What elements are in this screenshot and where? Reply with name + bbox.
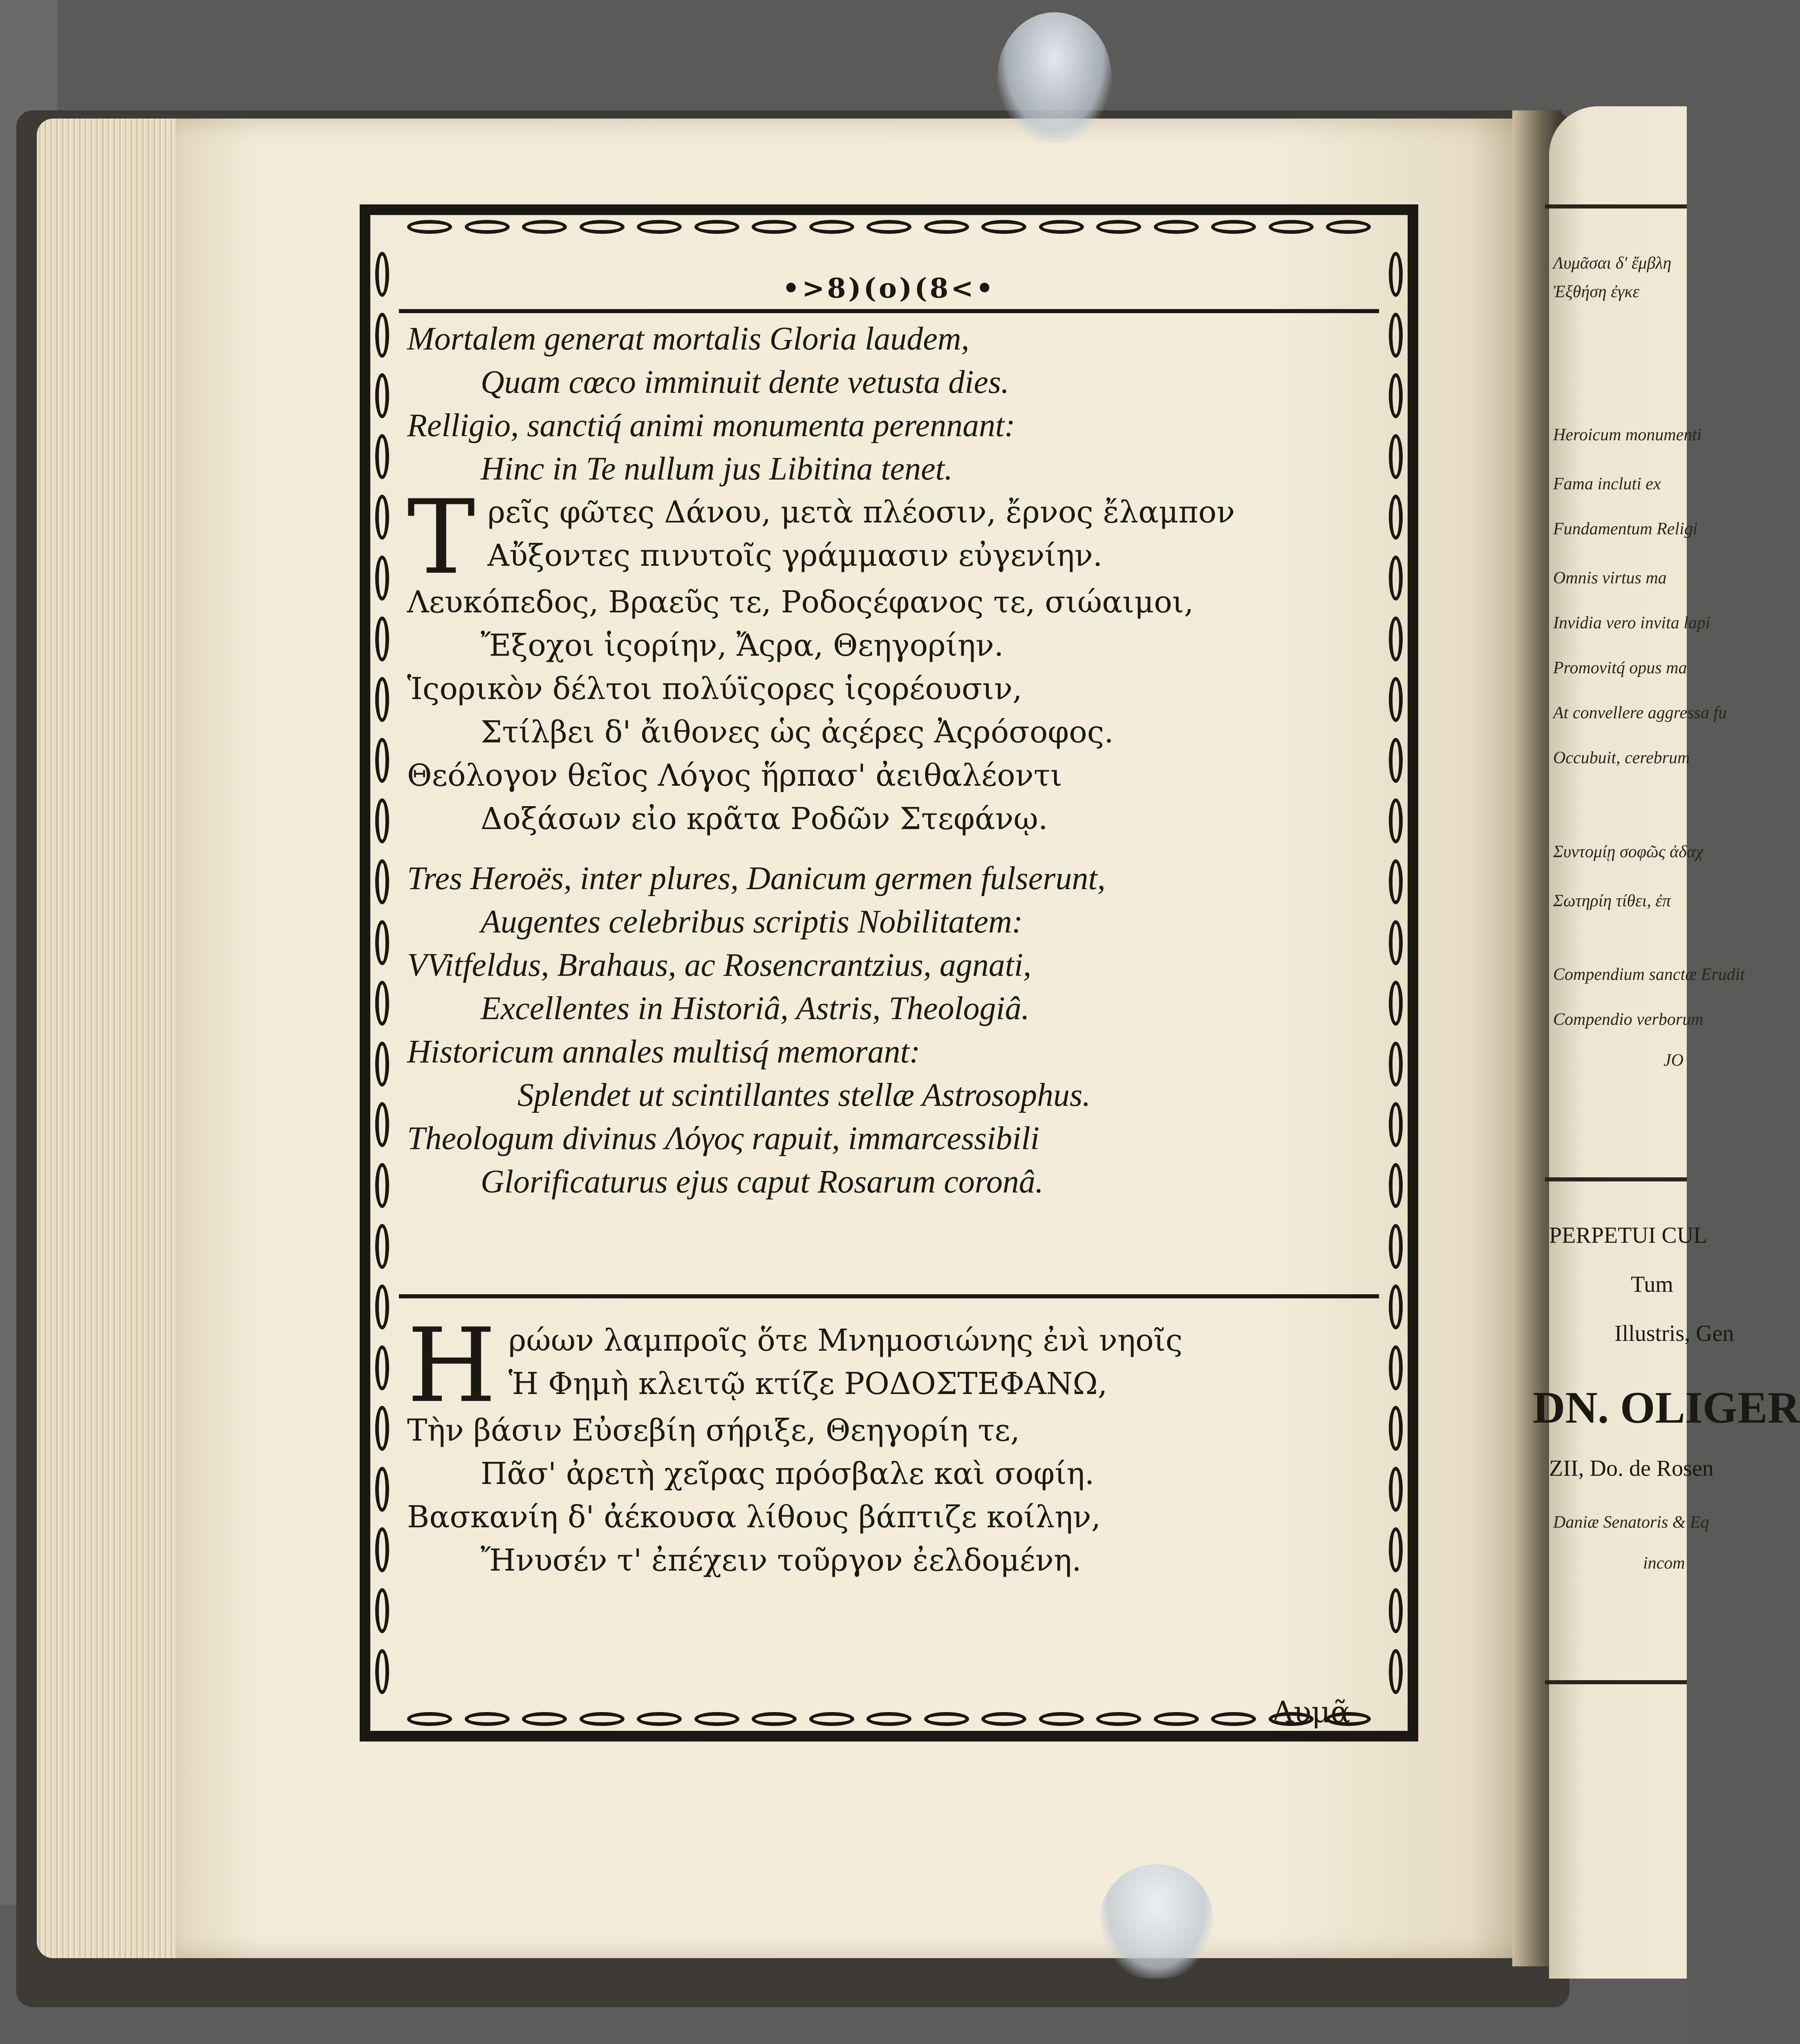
right-page-line: Fundamentum Religi — [1553, 520, 1698, 538]
greek-epigram-1 — [407, 478, 1371, 840]
latin-verse-line: Hinc in Te nullum jus Libitina tenet. — [481, 451, 953, 487]
right-page-line: Ἐξθήση ἐγκε — [1553, 282, 1640, 301]
right-page-line: Heroicum monumenti — [1553, 426, 1702, 444]
chain-border-left — [372, 252, 392, 1694]
latin-verse-line: Augentes celebribus scriptis Nobilitatem: — [481, 904, 1023, 940]
greek-verse-line: ρώων λαμπροῖς ὅτε Μνημοσιώνης ἐνὶ νηοῖς — [508, 1323, 1183, 1358]
chain-border-top — [407, 217, 1371, 237]
right-page-name: DN. OLIGER — [1533, 1383, 1800, 1432]
greek-verse-line: Αὔξοντες πινυτοῖς γράμμασιν εὐγενίην. — [487, 538, 1103, 573]
greek-verse-line: Λευκόπεδος, Βραεῦς τε, Ροδοςέφανος τε, σιώαιμοι, — [407, 585, 1194, 620]
latin-verse-line: Excellentes in Historiâ, Astris, Theologiâ. — [481, 991, 1030, 1026]
latin-verse-line: Glorificaturus ejus caput Rosarum coronâ. — [481, 1164, 1043, 1200]
latin-verse-line: Mortalem generat mortalis Gloria laudem, — [407, 321, 969, 357]
page-edges — [37, 119, 192, 1958]
right-page-line: Promovitq́ opus ma — [1553, 659, 1687, 677]
greek-verse-line: Δοξάσων εἰο κρᾶτα Ροδῶν Στεφάνῳ. — [481, 801, 1048, 836]
greek-verse-line: Θεόλογον θεῖος Λόγος ἥρπασ' ἀειθαλέοντι — [407, 758, 1062, 793]
greek-verse-line: Ἱςορικὸν δέλτοι πολύϊςορες ἱςορέουσιν, — [407, 671, 1022, 706]
right-page-line: Συντομίῃ σοφῶς ἀδαχ — [1553, 843, 1704, 861]
greek-epigram-2 — [407, 1306, 1371, 1582]
drop-cap: H — [407, 1306, 497, 1425]
right-page-rule — [1545, 204, 1687, 208]
right-page-caps: ZII, Do. de Rosen — [1549, 1456, 1714, 1481]
right-page-caps: Tum — [1631, 1272, 1673, 1297]
header-ornament: •>8)(o)(8<• — [782, 272, 996, 304]
right-page-line: Invidia vero invita lapi — [1553, 614, 1710, 632]
greek-verse-line: Τὴν βάσιν Εὐσεβίη σήριξε, Θεηγορίη τε, — [407, 1413, 1020, 1448]
right-page-line: incom — [1643, 1554, 1685, 1573]
chain-border-bottom — [407, 1709, 1371, 1729]
greek-verse-line: Βασκανίη δ' ἀέκουσα λίθους βάπτιζε κοίλην, — [407, 1499, 1101, 1535]
author-signature: Λυμᾶ — [1272, 1695, 1350, 1729]
woodcut-border-frame — [360, 204, 1418, 1741]
greek-verse-line: Ἡ Φημὴ κλειτῷ κτίζε ΡΟΔΟΣΤΕΦΑΝΩ, — [508, 1366, 1108, 1401]
right-page-caps: Illustris, Gen — [1614, 1321, 1734, 1346]
right-page-caps: PERPETUI CUL — [1549, 1223, 1708, 1248]
right-page-line: Λυμᾶσαι δ' ἔμβλη — [1553, 254, 1672, 273]
right-page-line: At convellere aggressa fu — [1553, 704, 1727, 722]
right-page — [1549, 106, 1687, 1979]
greek-verse-line: ρεῖς φῶτες Δάνου, μετὰ πλέοσιν, ἔρνος ἔλαμπον — [487, 495, 1235, 530]
right-page-line: Omnis virtus ma — [1553, 569, 1667, 587]
right-page-line: Fama incluti ex — [1553, 475, 1661, 493]
latin-verse-line: VVitfeldus, Brahaus, ac Rosencrantzius, agnati, — [407, 947, 1032, 983]
right-page-line: JO — [1663, 1051, 1684, 1070]
latin-verse-line: Tres Heroës, inter plures, Danicum germen fulserunt, — [407, 861, 1106, 896]
latin-verse-line: Historicum annales multisq́ memorant: — [407, 1034, 920, 1070]
page-clip-top — [997, 12, 1112, 143]
right-page-line: Compendio verborum — [1553, 1010, 1704, 1029]
latin-verse-line: Splendet ut scintillantes stellæ Astrosophus. — [517, 1077, 1091, 1113]
poem-body — [407, 317, 1371, 1204]
greek-verse-line: Ἔξοχοι ἱςορίην, Ἄςρα, Θεηγορίην. — [481, 628, 1004, 663]
right-page-rule — [1545, 1680, 1687, 1684]
greek-verse-line: Πᾶσ' ἀρετὴ χεῖρας πρόσβαλε καὶ σοφίη. — [481, 1456, 1095, 1491]
right-page-line: Occubuit, cerebrum — [1553, 749, 1690, 767]
right-page-rule — [1545, 1177, 1687, 1181]
page-clip-bottom — [1099, 1864, 1214, 1979]
section-divider-rule — [399, 1294, 1379, 1298]
latin-verse-line: Relligio, sanctiq́ animi monumenta perennant: — [407, 408, 1015, 444]
greek-verse-line: Στίλβει δ' ἄιθονες ὡς ἀςέρες Ἀςρόσοφος. — [481, 715, 1114, 750]
header-rule — [399, 309, 1379, 313]
greek-verse-line: Ἤνυσέν τ' ἐπέχειν τοῦργον ἐελδομένη. — [481, 1543, 1081, 1578]
latin-verse-line: Quam cœco imminuit dente vetusta dies. — [481, 364, 1010, 400]
chain-border-right — [1386, 252, 1406, 1694]
right-page-line: Σωτηρίη τίθει, ἐπ — [1553, 892, 1671, 910]
right-page-line: Compendium sanctæ Erudit — [1553, 965, 1745, 984]
right-page-line: Daniæ Senatoris & Eq — [1553, 1513, 1709, 1532]
drop-cap: T — [407, 478, 475, 597]
latin-verse-line: Theologum divinus Λόγος rapuit, immarcessibili — [407, 1121, 1040, 1156]
